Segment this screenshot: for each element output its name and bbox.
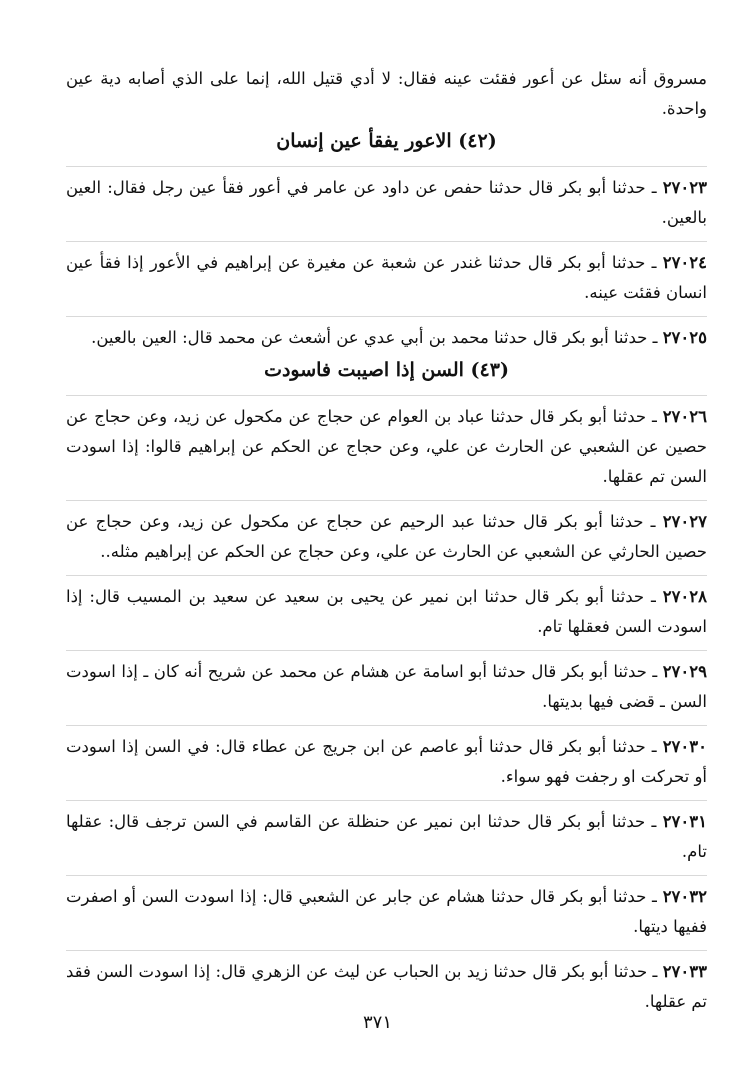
entry-text: ـ حدثنا أبو بكر قال حدثنا عبد الرحيم عن حجاج عن مكحول عن زيد، وعن حجاج عن حصين الحارثي عن الشعبي عن الحارث عن علي، وعن حجاج عن الحكم عن إبراهيم مثله..	[66, 512, 707, 561]
page-body	[66, 64, 707, 1017]
entry-text: ـ حدثنا أبو بكر قال حدثنا محمد بن أبي عدي عن أشعث عن محمد قال: العين بالعين.	[91, 328, 658, 347]
entry-number: ٢٧٠٢٩	[662, 662, 707, 681]
hadith-entry	[66, 241, 707, 308]
entry-text: ـ حدثنا أبو بكر قال حدثنا زيد بن الحباب عن ليث عن الزهري قال: إذا اسودت السن فقد تم عقلها.	[66, 962, 707, 1011]
entry-text: ـ حدثنا أبو بكر قال حدثنا أبو اسامة عن هشام عن محمد عن شريح أنه كان ـ إذا اسودت السن ـ قضى فيها بديتها.	[66, 662, 707, 711]
hadith-entry	[66, 166, 707, 233]
entry-number: ٢٧٠٢٦	[662, 407, 707, 426]
entry-text: ـ حدثنا أبو بكر قال حدثنا أبو عاصم عن ابن جريج عن عطاء قال: في السن إذا اسودت أو تحركت او رجفت فهو سواء.	[66, 737, 707, 786]
entry-number: ٢٧٠٣٣	[662, 962, 707, 981]
section-heading-43: (٤٣) السن إذا اصيبت فاسودت	[264, 359, 509, 381]
hadith-entry	[66, 395, 707, 492]
entry-number: ٢٧٠٢٥	[662, 328, 707, 347]
hadith-entry	[66, 950, 707, 1017]
hadith-entry	[66, 800, 707, 867]
hadith-entry	[66, 875, 707, 942]
hadith-entry	[66, 650, 707, 717]
entry-number: ٢٧٠٣٢	[662, 887, 707, 906]
entry-number: ٢٧٠٣١	[662, 812, 707, 831]
entry-text: ـ حدثنا أبو بكر قال حدثنا ابن نمير عن يحيى بن سعيد عن سعيد بن المسيب قال: إذا اسودت السن فعقلها تام.	[66, 587, 707, 636]
section-heading-42: (٤٢) الاعور يفقأ عين إنسان	[276, 130, 497, 152]
intro-paragraph: مسروق أنه سئل عن أعور فقئت عينه فقال: لا أدي قتيل الله، إنما على الذي أصابه دية عين واحدة.	[66, 69, 707, 118]
entry-number: ٢٧٠٢٨	[662, 587, 708, 606]
hadith-entry	[66, 725, 707, 792]
entry-text: ـ حدثنا أبو بكر قال حدثنا غندر عن شعبة عن مغيرة عن إبراهيم في الأعور إذا فقأ عين انسان فقئت عينه.	[66, 253, 707, 302]
entry-number: ٢٧٠٢٤	[662, 253, 708, 272]
entry-number: ٢٧٠٢٧	[662, 512, 707, 531]
entry-number: ٢٧٠٣٠	[662, 737, 707, 756]
entry-number: ٢٧٠٢٣	[662, 178, 707, 197]
entry-text: ـ حدثنا أبو بكر قال حدثنا هشام عن جابر عن الشعبي قال: إذا اسودت السن أو اصفرت ففيها ديتها.	[66, 887, 707, 936]
hadith-entry	[66, 500, 707, 567]
hadith-entry	[66, 316, 707, 353]
hadith-entry	[66, 575, 707, 642]
page-number: ٣٧١	[362, 1012, 392, 1033]
entry-text: ـ حدثنا أبو بكر قال حدثنا عباد بن العوام عن حجاج عن مكحول عن زيد، وعن حجاج عن حصين عن الشعبي عن الحارث عن علي، وعن حجاج عن الحكم عن إبراهيم قالوا: إذا اسودت السن تم عقلها.	[66, 407, 707, 486]
entry-text: ـ حدثنا أبو بكر قال حدثنا حفص عن داود عن عامر في أعور فقأ عين رجل فقال: العين بالعين.	[66, 178, 707, 227]
entry-text: ـ حدثنا أبو بكر قال حدثنا ابن نمير عن حنظلة عن القاسم في السن ترجف قال: عقلها تام.	[66, 812, 707, 861]
